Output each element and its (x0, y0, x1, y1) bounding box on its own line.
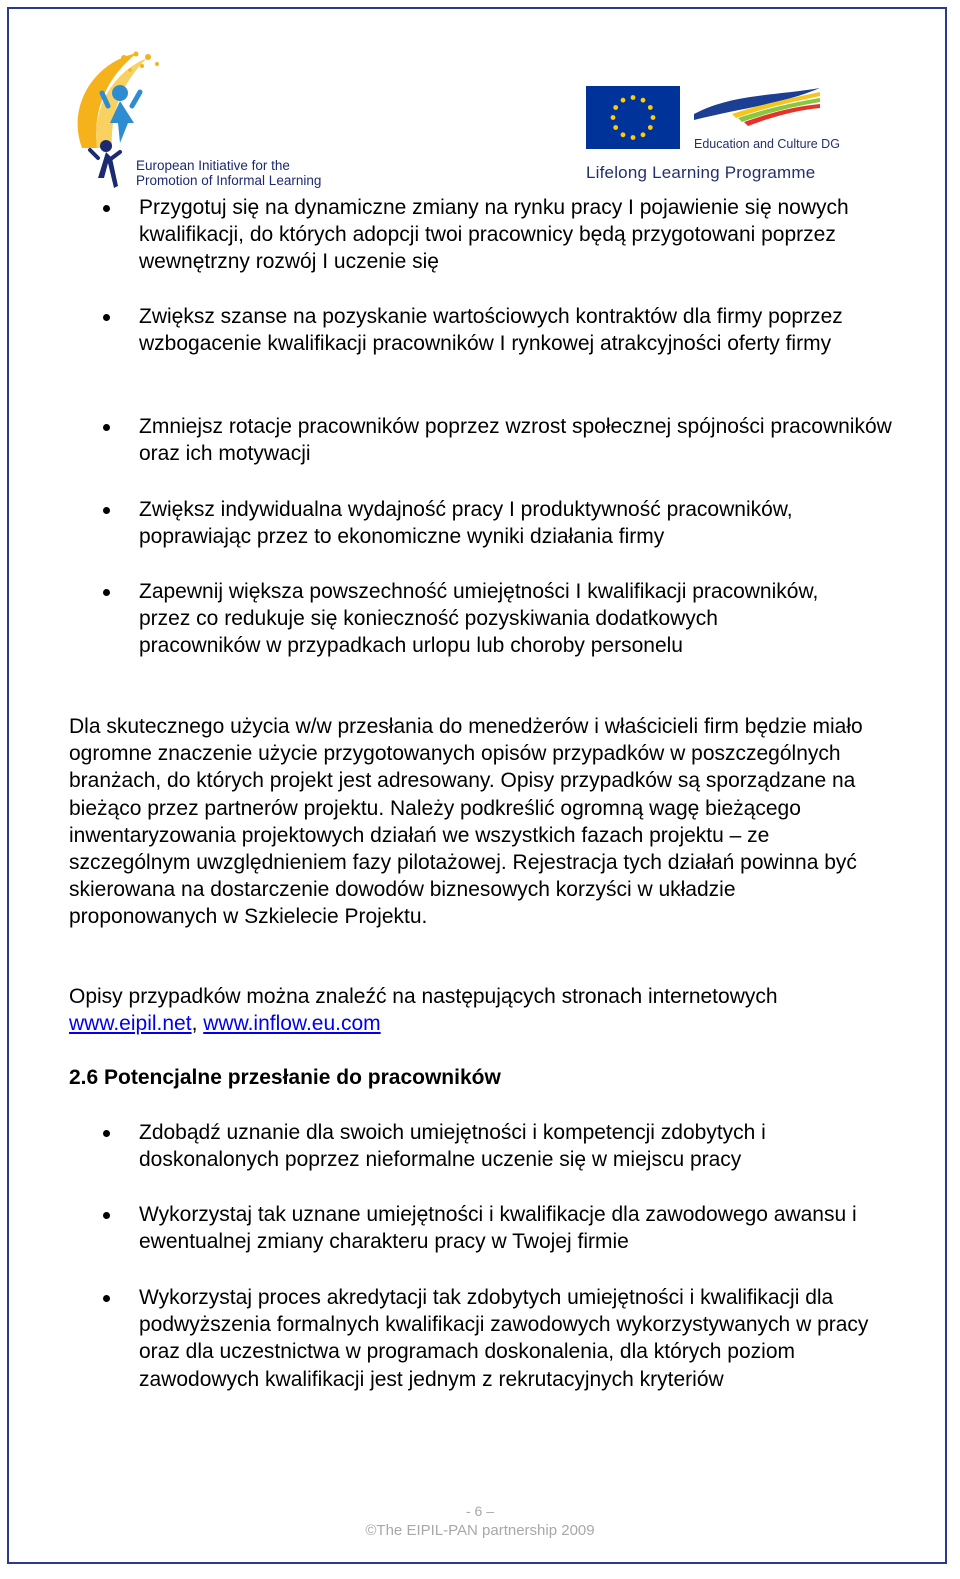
inflow-link[interactable]: www.inflow.eu.com (203, 1012, 381, 1036)
bullet-icon (103, 1130, 110, 1137)
list-item-text: Zwiększ indywidualna wydajność pracy I produktywność pracowników, poprawiając przez to ekonomiczne wyniki działania firmy (139, 498, 793, 549)
eipil-logo-line1: European Initiative for the (136, 158, 290, 173)
page-header (0, 0, 960, 195)
list-item-text: Wykorzystaj tak uznane umiejętności i kwalifikacje dla zawodowego awansu i ewentualnej zmiany charakteru pracy w Twojej firmie (139, 1203, 857, 1254)
eu-star-icon (611, 115, 616, 120)
section-heading: 2.6 Potencjalne przesłanie do pracowników (69, 1066, 501, 1089)
list-item-text: Zapewnij większa powszechność umiejętności I kwalifikacji pracowników, przez co redukuje się konieczność pozyskiwania dodatkowych pracowników w przypadkach urlopu lub choroby personelu (139, 580, 819, 658)
list-item-text: Przygotuj się na dynamiczne zmiany na rynku pracy I pojawienie się nowych kwalifikacji, do których adopcji twoi pracownicy będą przygotowani poprzez wewnętrzny rozwój I uczenie się (139, 196, 849, 274)
eu-swoosh-logo (692, 86, 822, 136)
bullet-icon (103, 424, 110, 431)
eu-dg-label: Education and Culture DG (694, 137, 840, 151)
eu-star-icon (621, 98, 626, 103)
eipil-logo-line2: Promotion of Informal Learning (136, 173, 322, 188)
body-paragraph: Dla skutecznego użycia w/w przesłania do menedżerów i właścicieli firm będzie miało ogromne znaczenie użycie przygotowanych opisów przypadków w poszczególnych branżach, do których projekt jest adresowany. Opisy przypadków są sporządzane na bieżąco przez partnerów projektu. Należy podkreślić ogromną wagę bieżącego inwentaryzowania projektowych działań we wszystkich fazach projektu – ze szczególnym uwzględnieniem fazy pilotażowej. Rejestracja tych działań powinna być skierowana na dostarczenie dowodów biznesowych korzyści w układzie proponowanych w Szkielecie Projektu. (69, 715, 863, 929)
list-item-text: Zmniejsz rotacje pracowników poprzez wzrost społecznej spójności pracowników oraz ich motywacji (139, 415, 892, 466)
footer-copyright: ©The EIPIL-PAN partnership 2009 (365, 1522, 595, 1539)
eu-star-icon (613, 105, 618, 110)
eu-star-icon (631, 135, 636, 140)
bullet-icon (103, 589, 110, 596)
bullet-icon (103, 507, 110, 514)
eu-flag-logo (586, 86, 680, 149)
eipil-link[interactable]: www.eipil.net (69, 1012, 192, 1036)
eu-star-icon (631, 95, 636, 100)
bullet-icon (103, 1295, 110, 1302)
bullet-icon (103, 1212, 110, 1219)
eu-star-icon (648, 125, 653, 130)
eu-star-icon (641, 98, 646, 103)
eu-star-icon (648, 105, 653, 110)
page-number: - 6 – (465, 1503, 494, 1519)
eu-star-icon (621, 132, 626, 137)
links-intro-text: Opisy przypadków można znaleźć na następujących stronach internetowych (69, 985, 778, 1008)
list-item-text: Zdobądź uznanie dla swoich umiejętności i kompetencji zdobytych i doskonalonych poprzez nieformalne uczenie się w miejscu pracy (139, 1121, 766, 1172)
links-paragraph (69, 983, 899, 1037)
eu-programme-label: Lifelong Learning Programme (586, 163, 816, 182)
eu-star-icon (651, 115, 656, 120)
bullet-icon (103, 314, 110, 321)
eu-star-icon (613, 125, 618, 130)
list-item-text: Zwiększ szanse na pozyskanie wartościowych kontraktów dla firmy poprzez wzbogacenie kwalifikacji pracowników I rynkowej atrakcyjności oferty firmy (139, 305, 843, 356)
bullet-icon (103, 205, 110, 212)
list-item-text: Wykorzystaj proces akredytacji tak zdobytych umiejętności i kwalifikacji dla podwyższenia formalnych kwalifikacji zawodowych wykorzystywanych w pracy oraz dla uczestnictwa w programach doskonalenia, dla których poziom zawodowych kwalifikacji jest jednym z rekrutacyjnych kryteriów (139, 1286, 869, 1391)
link-separator: , (191, 1012, 204, 1036)
eu-star-icon (641, 132, 646, 137)
eipil-logo-text (136, 158, 321, 188)
